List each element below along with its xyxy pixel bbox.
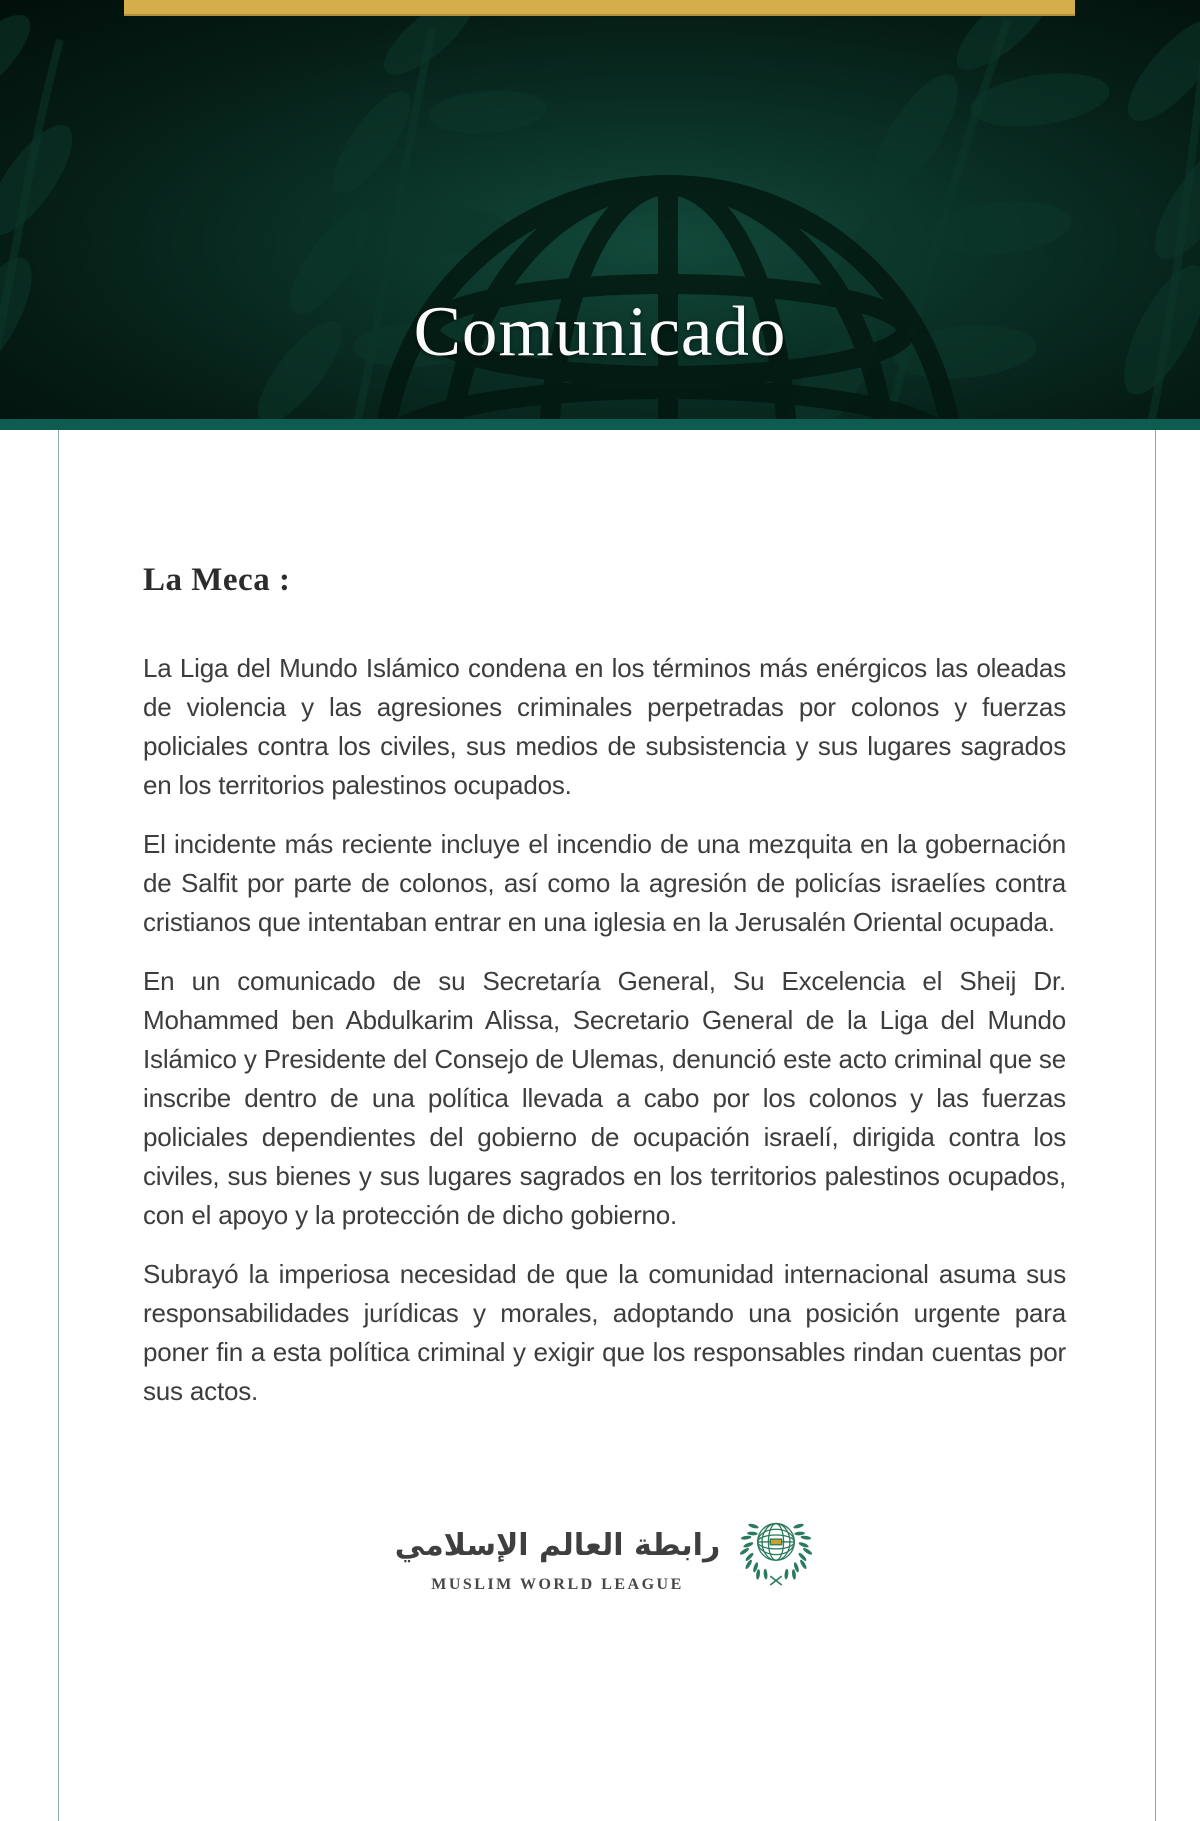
teal-divider-band — [0, 419, 1200, 430]
paragraph-1: La Liga del Mundo Islámico condena en los términos más enérgicos las oleadas de violencia y las agresiones criminales perpetradas por colonos y fuerzas policiales contra los civiles, sus medios de subsistencia y sus lugares sagrados en los territorios palestinos ocupados. — [143, 653, 1066, 800]
hero-banner — [0, 0, 1200, 419]
dateline-heading: La Meca : — [143, 562, 291, 598]
left-vertical-rule — [58, 430, 59, 1821]
mwl-arabic-calligraphy: رابطة العالم الإسلامي — [394, 1527, 721, 1563]
right-vertical-rule — [1155, 430, 1156, 1821]
letter-body — [0, 430, 1200, 1821]
mwl-logo — [143, 1509, 1066, 1604]
paragraph-3: En un comunicado de su Secretaría General, Su Excelencia el Sheij Dr. Mohammed ben Abdulkarim Alissa, Secretario General de la Liga del Mundo Islámico y Presidente del Consejo de Ulemas, denunció este acto criminal que se inscribe dentro de una política llevada a cabo por los colonos y las fuerzas policiales dependientes del gobierno de ocupación israelí, dirigida contra los civiles, sus bienes y sus lugares sagrados en los territorios palestinos ocupados, con el apoyo y la protección de dicho gobierno. — [143, 966, 1066, 1230]
page-title: Comunicado — [413, 293, 787, 371]
mwl-wreath-globe-emblem-icon — [738, 1509, 814, 1604]
mwl-org-name: MUSLIM WORLD LEAGUE — [431, 1575, 684, 1593]
gold-accent-bar — [124, 0, 1075, 16]
paragraph-2: El incidente más reciente incluye el incendio de una mezquita en la gobernación de Salfit por parte de colonos, así como la agresión de policías israelíes contra cristianos que intentaban entrar en una iglesia en la Jerusalén Oriental ocupada. — [143, 829, 1066, 937]
mwl-logo-text — [395, 1520, 721, 1594]
emblem-globe-icon — [758, 1524, 795, 1561]
emblem-wreath-tie-icon — [771, 1576, 782, 1585]
paragraph-4: Subrayó la imperiosa necesidad de que la comunidad internacional asuma sus responsabilidades jurídicas y morales, adoptando una posición urgente para poner fin a esta política criminal y exigir que los responsables rindan cuentas por sus actos. — [143, 1259, 1066, 1406]
